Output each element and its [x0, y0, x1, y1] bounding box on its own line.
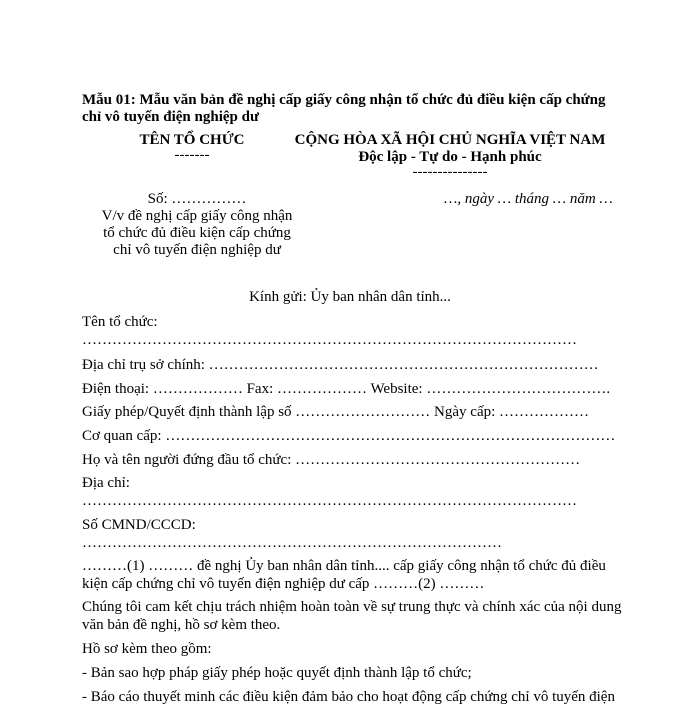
subject-line-1: V/v đề nghị cấp giấy công nhận — [101, 208, 293, 224]
organization-name: TÊN TỔ CHỨC — [139, 132, 245, 148]
subject-line-3: chỉ vô tuyến điện nghiệp dư — [113, 242, 281, 258]
id-number-label: Số CMND/CCCD: — [82, 517, 196, 533]
contact-field: Điện thoại: ……………… Fax: ……………… Website: ………………………………. — [82, 381, 611, 397]
request-line-2: kiện cấp chứng chỉ vô tuyến điện nghiệp dư cấp ………(2) ……… — [82, 576, 485, 592]
form-title-line-2: chỉ vô tuyến điện nghiệp dư — [82, 109, 259, 125]
attachment-item-2: - Báo cáo thuyết minh các điều kiện đảm bảo cho hoạt động cấp chứng chỉ vô tuyến điện — [82, 689, 615, 705]
organization-rule: ------- — [174, 147, 210, 163]
recipient: Kính gửi: Ủy ban nhân dân tỉnh... — [249, 289, 451, 305]
license-field: Giấy phép/Quyết định thành lập số ……………………… Ngày cấp: ……………… — [82, 404, 590, 420]
id-number-dots: ………………………………………………………………………… — [82, 535, 502, 551]
document-number: Số: …………… — [147, 191, 247, 207]
national-motto: Độc lập - Tự do - Hạnh phúc — [358, 149, 542, 165]
motto-rule: --------------- — [412, 164, 488, 180]
org-name-dots: ……………………………………………………………………………………… — [82, 332, 577, 348]
date-line: …, ngày … tháng … năm … — [444, 191, 613, 207]
head-address-label: Địa chỉ: — [82, 475, 130, 491]
commitment-line-2: văn bản đề nghị, hồ sơ kèm theo. — [82, 617, 281, 633]
head-name-field: Họ và tên người đứng đầu tổ chức: ………………………………………………… — [82, 452, 581, 468]
issuer-field: Cơ quan cấp: ……………………………………………………………………………… — [82, 428, 616, 444]
country-name: CỘNG HÒA XÃ HỘI CHỦ NGHĨA VIỆT NAM — [294, 132, 606, 148]
commitment-line-1: Chúng tôi cam kết chịu trách nhiệm hoàn toàn về sự trung thực và chính xác của nội dung — [82, 599, 622, 615]
subject-line-2: tổ chức đủ điều kiện cấp chứng — [103, 225, 291, 241]
attachments-heading: Hồ sơ kèm theo gồm: — [82, 641, 212, 657]
form-title-line-1: Mẫu 01: Mẫu văn bản đề nghị cấp giấy công nhận tổ chức đủ điều kiện cấp chứng — [82, 92, 606, 108]
address-field: Địa chỉ trụ sở chính: …………………………………………………………………… — [82, 357, 599, 373]
head-address-dots: ……………………………………………………………………………………… — [82, 493, 577, 509]
request-line-1: ………(1) ……… đề nghị Ủy ban nhân dân tỉnh.... cấp giấy công nhận tổ chức đủ điều — [82, 558, 606, 574]
attachment-item-1: - Bản sao hợp pháp giấy phép hoặc quyết định thành lập tổ chức; — [82, 665, 472, 681]
org-name-label: Tên tổ chức: — [82, 314, 158, 330]
